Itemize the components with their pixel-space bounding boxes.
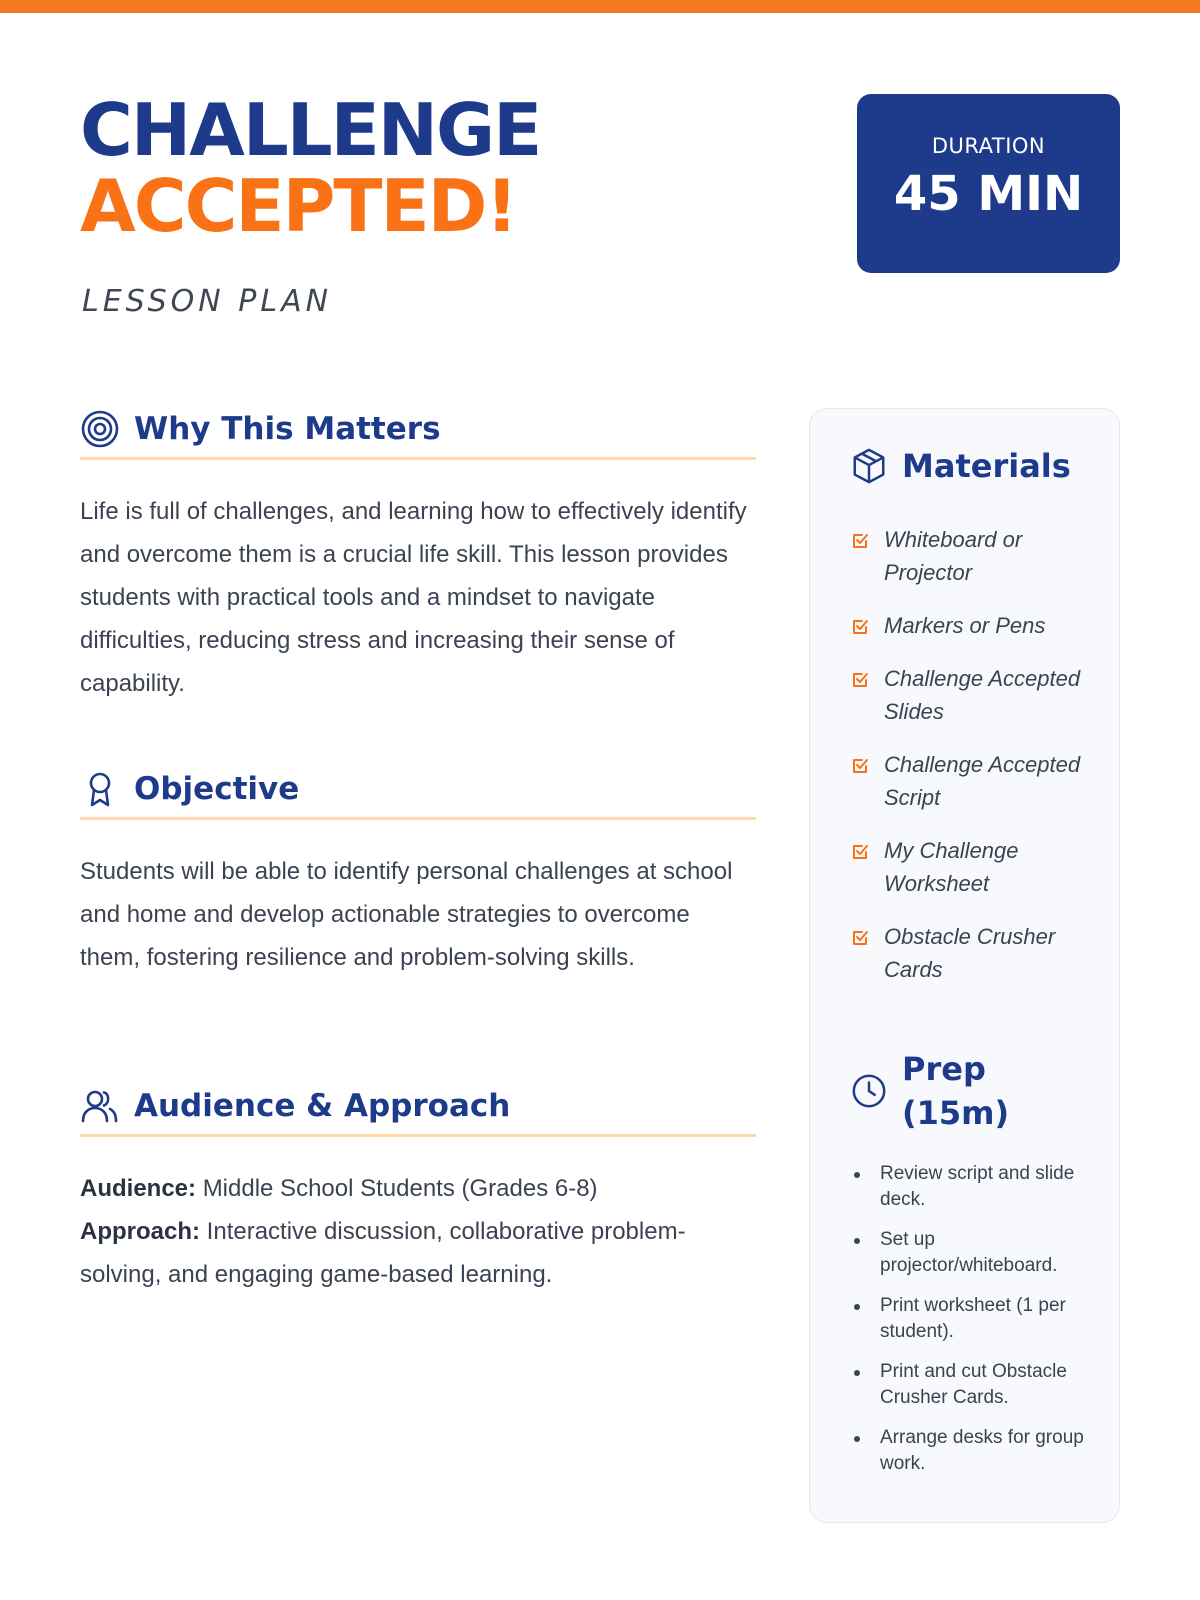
list-item: Arrange desks for group work.: [852, 1425, 1092, 1477]
checkbox-icon: [850, 928, 870, 948]
duration-value: 45 MIN: [893, 166, 1084, 222]
materials-heading: Materials: [902, 447, 1071, 485]
list-item: [850, 523, 1100, 589]
section-heading: Audience & Approach: [134, 1087, 511, 1124]
section-text: [80, 1167, 756, 1296]
materials-list: [850, 523, 1100, 1006]
section-text: Students will be able to identify personal challenges at school and home and develop actionable strategies to overcome them, fostering resilience and problem-solving skills.: [80, 858, 733, 971]
material-label: Markers or Pens: [884, 613, 1046, 638]
section-heading: Objective: [134, 770, 300, 807]
audience-value: Middle School Students (Grades 6-8): [202, 1175, 598, 1202]
checkbox-icon: [850, 842, 870, 862]
prep-list: [852, 1161, 1092, 1491]
checkbox-icon: [850, 670, 870, 690]
page-subtitle: LESSON PLAN: [82, 284, 333, 319]
prep-header: [850, 1047, 1009, 1135]
material-label: Whiteboard or Projector: [884, 527, 1023, 585]
checkbox-icon: [850, 617, 870, 637]
prep-heading-line-2: (15m): [902, 1094, 1010, 1132]
list-item: Print and cut Obstacle Crusher Cards.: [852, 1359, 1092, 1411]
prep-heading: [902, 1047, 1009, 1135]
approach-label: Approach:: [80, 1218, 200, 1245]
title-line-1: CHALLENGE: [80, 88, 541, 172]
duration-badge: [857, 94, 1120, 273]
materials-header: [850, 444, 1071, 488]
page-title: [80, 88, 541, 248]
list-item: [850, 609, 1100, 642]
list-item: [850, 662, 1100, 728]
approach-value: Interactive discussion, collaborative problem-solving, and engaging game-based learning.: [80, 1218, 686, 1288]
list-item: Print worksheet (1 per student).: [852, 1293, 1092, 1345]
duration-label: DURATION: [931, 134, 1046, 158]
section-header: [80, 1077, 756, 1137]
checkbox-icon: [850, 756, 870, 776]
section-audience-approach: [80, 1077, 756, 1296]
clock-icon: [850, 1072, 888, 1110]
section-header: [80, 400, 756, 460]
box-icon: [850, 447, 888, 485]
section-heading: Why This Matters: [134, 410, 441, 447]
list-item: Review script and slide deck.: [852, 1161, 1092, 1213]
material-label: Challenge Accepted Script: [884, 752, 1081, 810]
section-why-this-matters: [80, 400, 756, 705]
section-text: Life is full of challenges, and learning how to effectively identify and overcome them is a crucial life skill. This lesson provides students with practical tools and a mindset to navigate difficulties, reducing stress and increasing their sense of capability.: [80, 498, 747, 697]
audience-label: Audience:: [80, 1175, 197, 1202]
list-item: [850, 748, 1100, 814]
approach-line: [80, 1210, 756, 1296]
award-ribbon-icon: [80, 769, 120, 809]
users-icon: [80, 1086, 120, 1126]
list-item: [850, 834, 1100, 900]
prep-heading-line-1: Prep: [902, 1050, 986, 1088]
checkbox-icon: [850, 531, 870, 551]
material-label: Obstacle Crusher Cards: [884, 924, 1056, 982]
materials-prep-card: [809, 408, 1120, 1523]
section-objective: [80, 760, 756, 979]
material-label: My Challenge Worksheet: [884, 838, 1019, 896]
top-accent-bar: [0, 0, 1200, 13]
section-header: [80, 760, 756, 820]
title-line-2: ACCEPTED!: [80, 164, 517, 248]
audience-line: [80, 1167, 756, 1210]
material-label: Challenge Accepted Slides: [884, 666, 1081, 724]
list-item: [850, 920, 1100, 986]
target-icon: [80, 409, 120, 449]
list-item: Set up projector/whiteboard.: [852, 1227, 1092, 1279]
